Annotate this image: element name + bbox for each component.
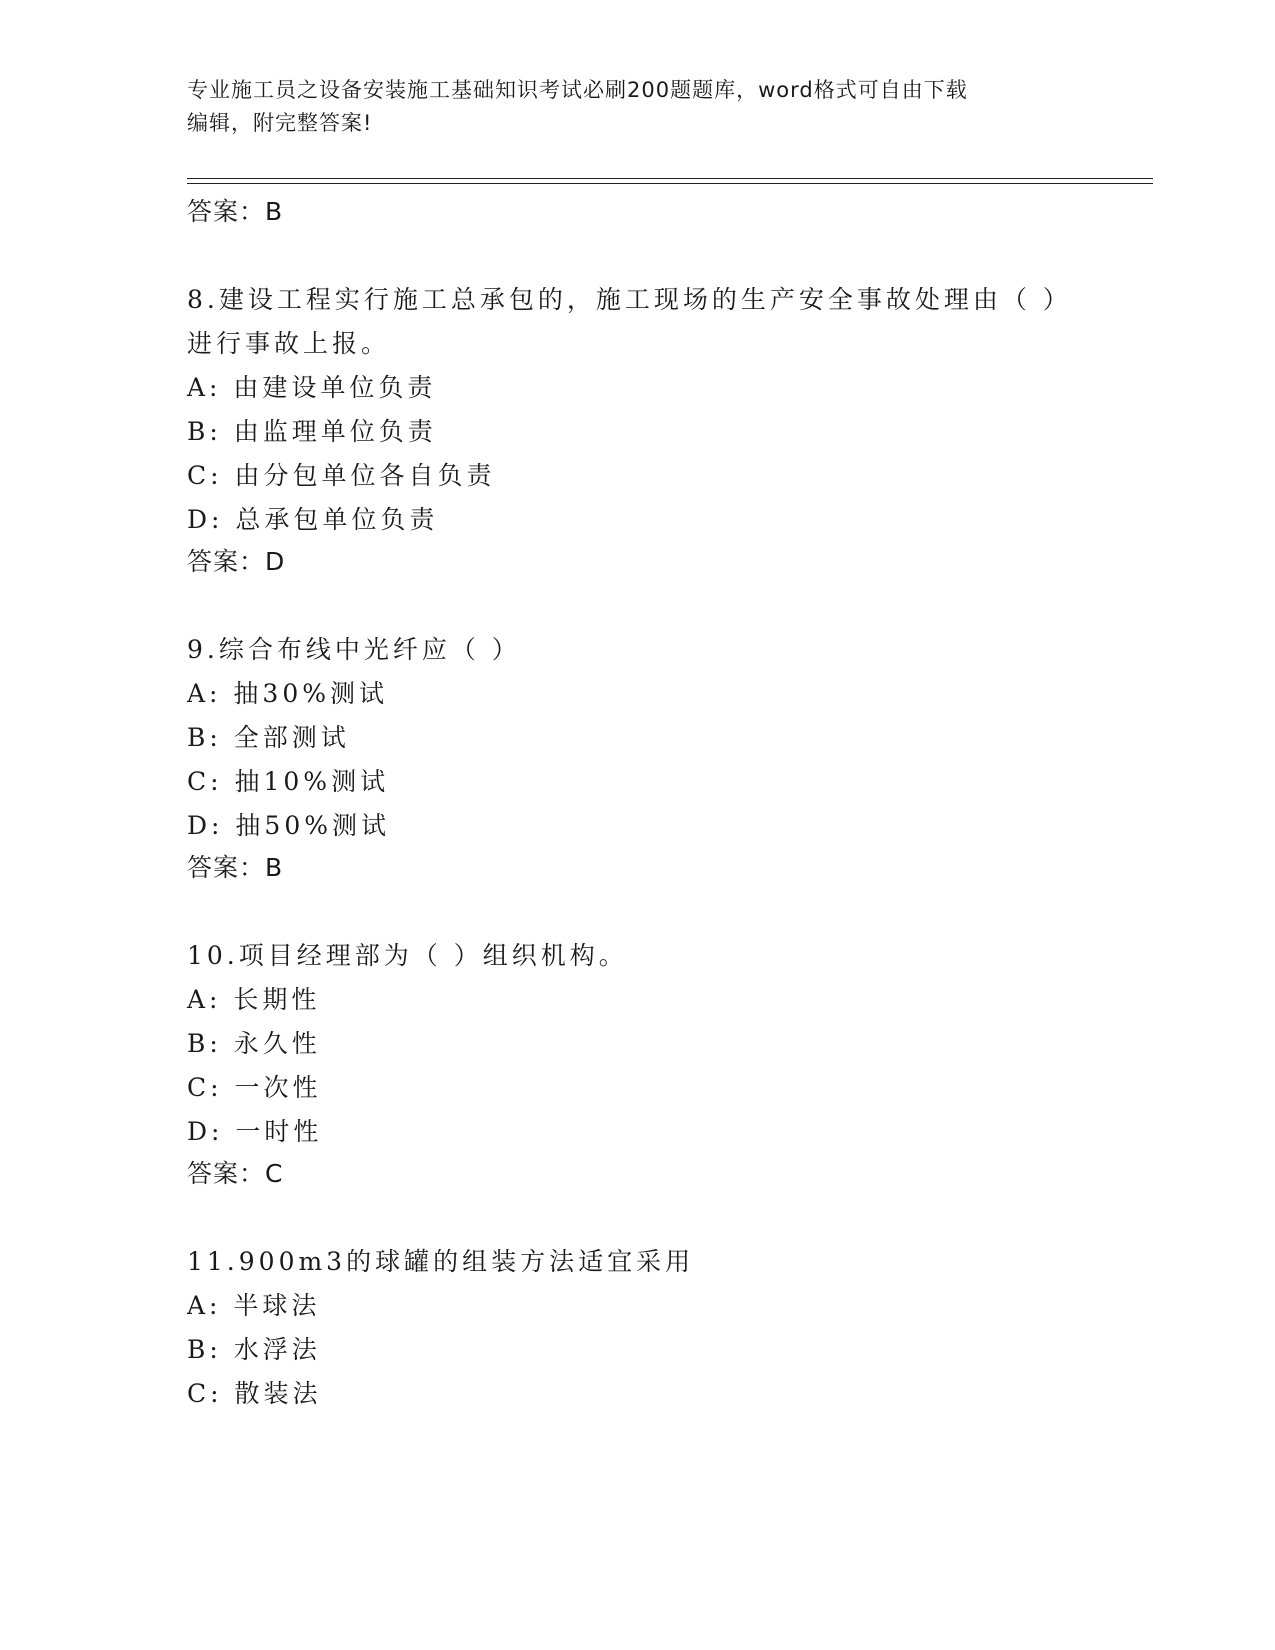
- header-divider-top: [187, 178, 1153, 179]
- question-8-stem-line-1: 8.建设工程实行施工总承包的，施工现场的生产安全事故处理由（ ）: [187, 285, 1072, 314]
- header-divider-bottom: [187, 183, 1153, 184]
- question-11-option-c: C: 散装法: [187, 1379, 322, 1408]
- question-9-option-b: B: 全部测试: [187, 723, 350, 752]
- header-line-1: 专业施工员之设备安装施工基础知识考试必刷200题题库，word格式可自由下载: [187, 78, 968, 102]
- page-header: [187, 74, 1067, 140]
- question-8-option-b: B: 由监理单位负责: [187, 417, 437, 446]
- question-8-option-a: A: 由建设单位负责: [187, 373, 437, 402]
- previous-answer: 答案：B: [187, 197, 284, 226]
- question-11-option-a: A: 半球法: [187, 1291, 321, 1320]
- question-10-stem: 10.项目经理部为（ ）组织机构。: [187, 941, 628, 970]
- question-10-option-a: A: 长期性: [187, 985, 321, 1014]
- question-9-option-d: D: 抽50%测试: [187, 811, 390, 840]
- question-10-option-b: B: 永久性: [187, 1029, 321, 1058]
- question-8-option-c: C: 由分包单位各自负责: [187, 461, 496, 490]
- question-11-option-b: B: 水浮法: [187, 1335, 321, 1364]
- question-9-option-c: C: 抽10%测试: [187, 767, 390, 796]
- question-9-stem: 9.综合布线中光纤应（ ）: [187, 635, 521, 664]
- question-9-option-a: A: 抽30%测试: [187, 679, 388, 708]
- question-9-answer: 答案：B: [187, 853, 284, 882]
- question-10-option-c: C: 一次性: [187, 1073, 322, 1102]
- question-10-answer: 答案：C: [187, 1159, 284, 1188]
- question-10-option-d: D: 一时性: [187, 1117, 323, 1146]
- question-8-option-d: D: 总承包单位负责: [187, 505, 439, 534]
- question-8-answer: 答案：D: [187, 547, 286, 576]
- question-11-stem: 11.900m3的球罐的组装方法适宜采用: [187, 1247, 695, 1276]
- question-8-stem-line-2: 进行事故上报。: [187, 329, 391, 358]
- header-line-2: 编辑，附完整答案!: [187, 111, 373, 135]
